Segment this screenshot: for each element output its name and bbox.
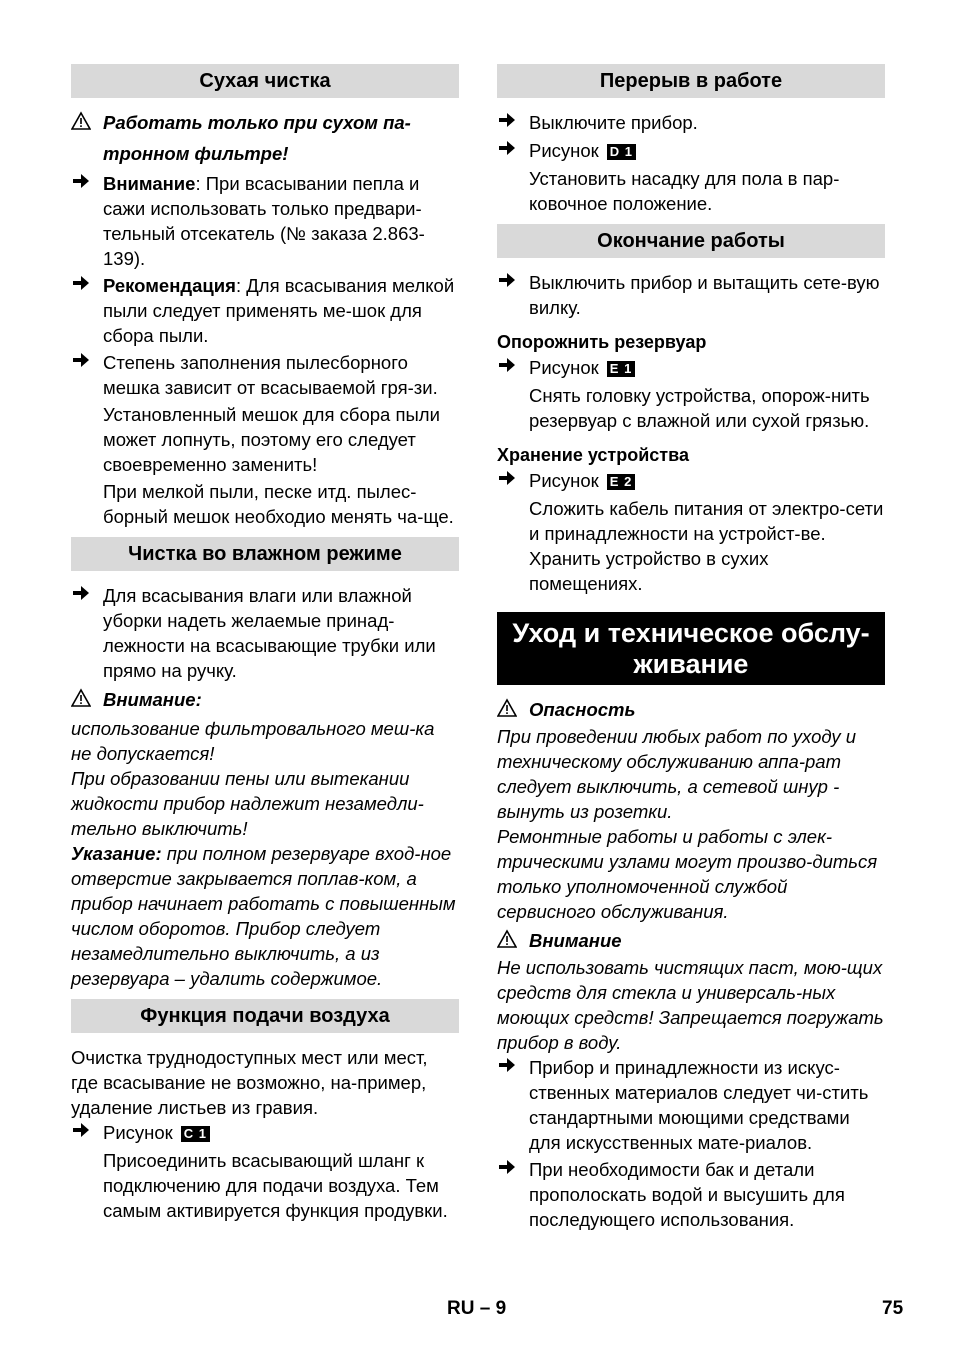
- warning-icon: [497, 928, 529, 953]
- figure-label: Рисунок: [529, 470, 599, 491]
- paragraph: Сложить кабель питания от электро-сети и принадлежности на устройст-ве. Хранить устройство в сухих помещениях.: [529, 498, 884, 594]
- paragraph: При мелкой пыли, песке итд. пылес-борный мешок необходио менять ча-ще.: [103, 481, 454, 527]
- paragraph: Присоединить всасывающий шланг к подключению для подачи воздуха. Тем самым активируется функция продувки.: [103, 1150, 448, 1221]
- warning-text: Работать только при сухом па- тронном фильтре!: [103, 112, 411, 164]
- arrow-right-icon: [71, 1120, 103, 1146]
- list-item-text: Степень заполнения пылесборного мешка зависит от всасываемой гря-зи.: [103, 352, 438, 398]
- warning-paragraph: использование фильтровального меш-ка не допускается!: [71, 718, 435, 764]
- arrow-right-icon: [497, 270, 529, 320]
- chapter-title-care-maintenance: Уход и техническое обслу-живание: [497, 612, 885, 685]
- subsection-title-storage: Хранение устройства: [497, 445, 689, 465]
- section-title-pause: Перерыв в работе: [497, 64, 885, 98]
- paragraph: Установить насадку для пола в пар-ковочное положение.: [529, 168, 840, 214]
- subsection-title-empty-tank: Опорожнить резервуар: [497, 332, 707, 352]
- arrow-right-icon: [497, 138, 529, 164]
- list-item: [497, 1157, 885, 1232]
- attention-label: Внимание: [103, 173, 196, 194]
- warning-paragraph: При образовании пены или вытекании жидкости прибор надлежит незамедли-тельно выключить!: [71, 768, 424, 839]
- warning-icon: [71, 110, 103, 169]
- page-number: 75: [882, 1298, 904, 1319]
- section-title-wet-cleaning: Чистка во влажном режиме: [71, 537, 459, 571]
- note-paragraph: [71, 841, 459, 991]
- figure-ref: [497, 468, 885, 494]
- section-title-end-of-work: Окончание работы: [497, 224, 885, 258]
- list-item-text: Прибор и принадлежности из искус-ственных материалов следует чи-стить стандартными моющими средствами для искусственных мате-риалов.: [529, 1057, 869, 1153]
- recommendation-text: : Для всасывания мелкой пыли следует применять ме-шок для сбора пыли.: [103, 275, 455, 346]
- figure-badge: C 1: [181, 1126, 210, 1142]
- danger-paragraph: При проведении любых работ по уходу и техническому обслуживанию аппа-рат следует выключить, а сетевой шнур - вынуть из розетки.: [497, 726, 857, 822]
- warning-paragraph: Не использовать чистящих паст, мою-щих средств для стекла и универсаль-ных моющих средств! Запрещается погружать прибор в воду.: [497, 957, 884, 1053]
- arrow-right-icon: [71, 583, 103, 683]
- attention-text: : При всасывании пепла и сажи использовать только предвари-тельный отсекатель (№ заказа 2.863-139).: [103, 173, 425, 269]
- arrow-right-icon: [497, 468, 529, 494]
- danger-label: Опасность: [529, 699, 636, 720]
- danger-row: [497, 697, 885, 722]
- arrow-right-icon: [71, 171, 103, 271]
- footer-section-label: RU – 9: [447, 1298, 507, 1319]
- right-column: [497, 64, 885, 1234]
- paragraph: Очистка труднодоступных мест или мест, где всасывание не возможно, на-пример, удаление листьев из гравия.: [71, 1047, 428, 1118]
- warning-icon: [497, 697, 529, 722]
- warning-row: [71, 687, 459, 712]
- warning-label: Внимание:: [103, 689, 202, 710]
- list-item-text: Выключить прибор и вытащить сете-вую вилку.: [529, 272, 880, 318]
- arrow-right-icon: [497, 110, 529, 136]
- recommendation-label: Рекомендация: [103, 275, 236, 296]
- arrow-right-icon: [71, 350, 103, 400]
- note-label: Указание:: [71, 843, 162, 864]
- figure-badge: E 2: [607, 474, 636, 490]
- figure-ref: [497, 138, 885, 164]
- figure-ref: [497, 355, 885, 381]
- list-item: [497, 270, 885, 320]
- figure-label: Рисунок: [103, 1122, 173, 1143]
- figure-badge: D 1: [607, 144, 636, 160]
- list-item-text: При необходимости бак и детали прополоскать водой и высушить для последующего использования.: [529, 1159, 845, 1230]
- list-item: [71, 171, 459, 271]
- arrow-right-icon: [497, 355, 529, 381]
- warning-icon: [71, 687, 103, 712]
- list-item: [497, 110, 885, 136]
- arrow-right-icon: [497, 1055, 529, 1155]
- section-title-air-function: Функция подачи воздуха: [71, 999, 459, 1033]
- list-item: [71, 350, 459, 400]
- figure-label: Рисунок: [529, 357, 599, 378]
- figure-badge: E 1: [607, 361, 636, 377]
- figure-label: Рисунок: [529, 140, 599, 161]
- section-title-dry-cleaning: Сухая чистка: [71, 64, 459, 98]
- arrow-right-icon: [497, 1157, 529, 1232]
- warning-row: [497, 928, 885, 953]
- paragraph: Установленный мешок для сбора пыли может лопнуть, поэтому его следует своевременно заменить!: [103, 404, 440, 475]
- arrow-right-icon: [71, 273, 103, 348]
- warning-row: [71, 110, 459, 169]
- list-item: [71, 583, 459, 683]
- list-item-text: Для всасывания влаги или влажной уборки надеть желаемые принад-лежности на всасывающие трубки или прямо на ручку.: [103, 585, 436, 681]
- note-text: при полном резервуаре вход-ное отверстие закрывается поплав-ком, а прибор начинает работать с повышенным числом оборотов. Прибор следует незамедлительно выключить, а из резервуара – удалить содержимое.: [71, 843, 456, 989]
- figure-ref: [71, 1120, 459, 1146]
- warning-label: Внимание: [529, 930, 622, 951]
- list-item: [71, 273, 459, 348]
- paragraph: Снять головку устройства, опорож-нить резервуар с влажной или сухой грязью.: [529, 385, 870, 431]
- left-column: [71, 64, 459, 1223]
- list-item-text: Выключите прибор.: [529, 112, 698, 133]
- list-item: [497, 1055, 885, 1155]
- danger-paragraph: Ремонтные работы и работы с элек-трическими узлами могут произво-диться только уполномоченной службой сервисного обслуживания.: [497, 826, 878, 922]
